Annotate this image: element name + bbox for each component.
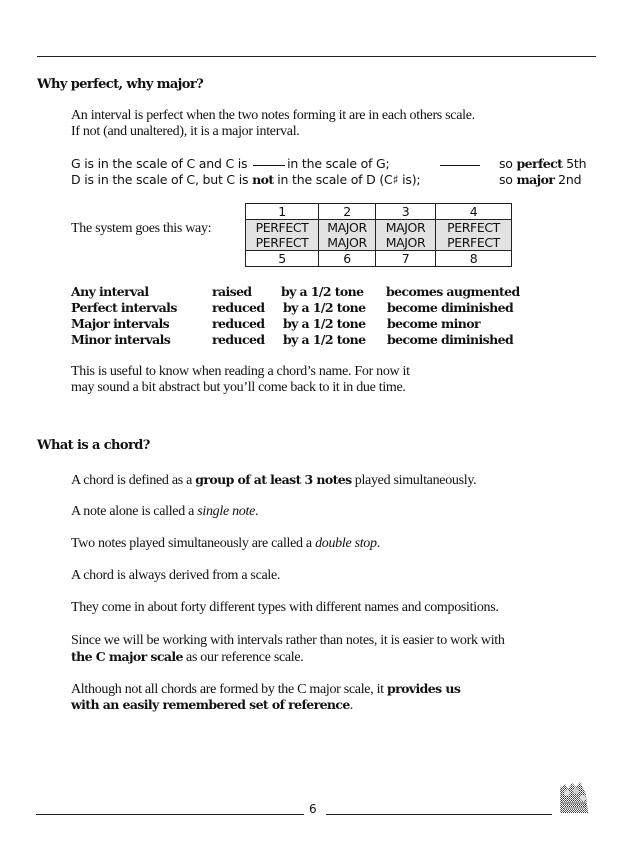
table-cell: 3 xyxy=(376,204,436,220)
rule-action: reduced xyxy=(212,332,265,347)
text: as our reference scale. xyxy=(182,650,304,665)
table-cell: PERFECT xyxy=(436,220,512,236)
table-cell: 7 xyxy=(376,251,436,267)
bold-text: with an easily remembered set of reference xyxy=(71,697,350,712)
blank-line-2 xyxy=(440,164,480,166)
table-cell: 6 xyxy=(319,251,376,267)
italic-term: double stop xyxy=(315,536,377,551)
rule-amount: by a 1/2 tone xyxy=(281,284,364,299)
top-rule xyxy=(37,56,596,57)
text: . xyxy=(254,504,259,519)
table-cell: PERFECT xyxy=(436,235,512,251)
rule-action: reduced xyxy=(212,316,265,331)
example2-bold-not: not xyxy=(252,172,274,187)
bottom-numbers-row xyxy=(246,251,512,267)
text: A note alone is called a xyxy=(71,504,198,519)
text: Although not all chords are formed by the C major scale, it xyxy=(71,682,387,697)
table-cell: MAJOR xyxy=(376,235,436,251)
example1-end: 5th xyxy=(562,156,587,171)
table-cell: 8 xyxy=(436,251,512,267)
reference-scale-line-2 xyxy=(71,649,304,666)
table-cell: 4 xyxy=(436,204,512,220)
footer-rule-left xyxy=(36,814,304,815)
text: . xyxy=(349,698,353,713)
quality-row-2 xyxy=(246,235,512,251)
rule-subject: Any interval xyxy=(71,284,149,299)
example1-part2: in the scale of G; xyxy=(287,156,390,171)
example-line-1 xyxy=(71,156,390,172)
rule-amount: by a 1/2 tone xyxy=(283,300,366,315)
example1-part1: G is in the scale of C and C is xyxy=(71,156,252,171)
bold-text: group of at least 3 notes xyxy=(195,472,352,487)
system-label: The system goes this way: xyxy=(71,221,212,236)
footer-rule-right xyxy=(326,814,552,815)
chord-definition xyxy=(71,472,476,489)
section-heading-why-perfect: Why perfect, why major? xyxy=(37,77,204,92)
table-cell: MAJOR xyxy=(319,235,376,251)
intro-line-1: An interval is perfect when the two notes forming it are in each others scale. xyxy=(71,108,475,123)
rule-result: becomes augmented xyxy=(386,284,520,299)
table-cell: 2 xyxy=(319,204,376,220)
example2-end: 2nd xyxy=(554,172,582,187)
italic-term: single note xyxy=(197,504,255,519)
rule-subject: Major intervals xyxy=(71,316,170,331)
rule-result: become minor xyxy=(387,316,480,331)
single-note-definition xyxy=(71,504,258,520)
bold-text: provides us xyxy=(386,681,461,696)
reference-set-line-1 xyxy=(71,681,460,698)
blank-line xyxy=(253,164,285,166)
text: A chord is defined as a xyxy=(71,473,196,488)
reference-scale-line-1: Since we will be working with intervals rather than notes, it is easier to work with xyxy=(71,633,505,648)
scale-derivation: A chord is always derived from a scale. xyxy=(71,568,281,583)
table-cell: PERFECT xyxy=(246,220,319,236)
table-cell: 5 xyxy=(246,251,319,267)
chord-types: They come in about forty different types with different names and compositions. xyxy=(71,600,499,615)
rule-amount: by a 1/2 tone xyxy=(283,316,366,331)
rule-action: raised xyxy=(212,284,252,299)
example-line-2 xyxy=(71,172,420,188)
example2-bold: major xyxy=(516,172,555,187)
text: . xyxy=(376,536,380,551)
rule-result: become diminished xyxy=(387,332,514,347)
interval-system-table xyxy=(245,203,512,267)
example1-so: so xyxy=(499,156,517,171)
top-numbers-row xyxy=(246,204,512,220)
rule-subject: Perfect intervals xyxy=(71,300,177,315)
reference-set-line-2 xyxy=(71,697,353,714)
example1-conclusion xyxy=(499,156,586,172)
example2-part2: in the scale of D (C♯ is); xyxy=(273,172,421,187)
note-line-1: This is useful to know when reading a chord’s name. For now it xyxy=(71,364,410,379)
text: Two notes played simultaneously are called a xyxy=(71,536,316,551)
table-cell: MAJOR xyxy=(319,220,376,236)
guitarists-illustration-icon xyxy=(559,780,589,814)
intro-line-2: If not (and unaltered), it is a major interval. xyxy=(71,124,300,139)
text: played simultaneously. xyxy=(351,473,477,488)
example1-bold: perfect xyxy=(516,156,563,171)
bold-text: the C major scale xyxy=(71,649,183,664)
example2-part1: D is in the scale of C, but C is xyxy=(71,172,253,187)
example2-conclusion xyxy=(499,172,581,188)
section-heading-what-is-a-chord: What is a chord? xyxy=(37,438,150,453)
rule-amount: by a 1/2 tone xyxy=(283,332,366,347)
example2-so: so xyxy=(499,172,517,187)
table-cell: PERFECT xyxy=(246,235,319,251)
table-cell: 1 xyxy=(246,204,319,220)
quality-row-1 xyxy=(246,220,512,236)
double-stop-definition xyxy=(71,536,380,552)
rule-subject: Minor intervals xyxy=(71,332,171,347)
rule-action: reduced xyxy=(212,300,265,315)
page-number: 6 xyxy=(309,802,317,816)
table-cell: MAJOR xyxy=(376,220,436,236)
rule-result: become diminished xyxy=(387,300,514,315)
note-line-2: may sound a bit abstract but you’ll come back to it in due time. xyxy=(71,380,406,395)
